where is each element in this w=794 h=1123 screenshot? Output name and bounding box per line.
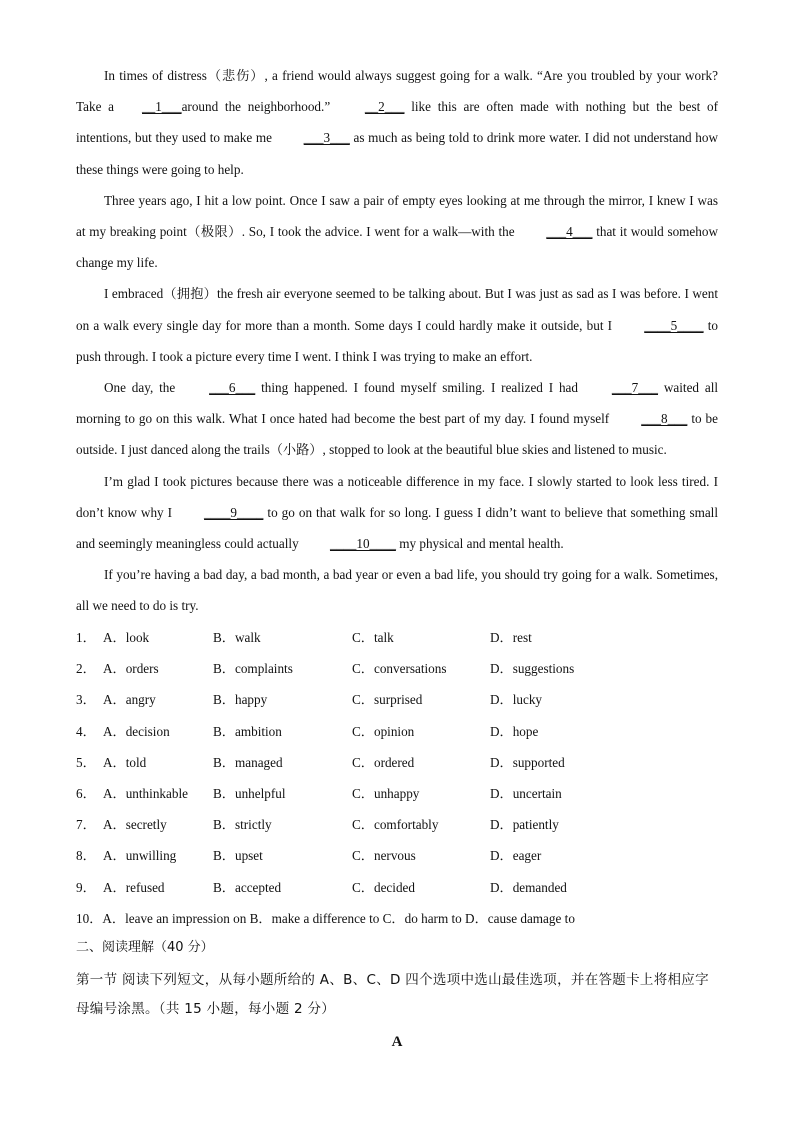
option-row-9: [76, 872, 736, 903]
option-row-7: [76, 809, 736, 840]
option-c: C．unhappy: [352, 785, 420, 801]
paragraph-4: [76, 372, 718, 466]
text: thing happened. I found myself smiling. I realized I had: [261, 380, 579, 396]
question-number: 1．: [76, 630, 96, 645]
text: around the neighborhood.”: [181, 99, 331, 115]
option-a: A．decision: [103, 723, 170, 739]
option-a: A．angry: [103, 692, 156, 708]
option-a: A．secretly: [103, 817, 167, 833]
text: as much as being told to drink more water. I did not understand how these things were going to help.: [76, 130, 719, 177]
text: to be outside. I just danced along the trails（小路）, stopped to look at the beautiful blue skies and listened to music.: [76, 411, 719, 458]
option-a: A．look: [103, 630, 150, 645]
paragraph-5: [76, 466, 718, 560]
text: to go on that walk for so long. I guess I didn’t want to believe that something small and seemingly meaningless could actually: [76, 504, 719, 552]
option-row-10: 10．A．leave an impression on B．make a difference to C．do harm to D．cause damage to: [76, 910, 575, 926]
option-row-5: [76, 747, 736, 778]
option-d: D．demanded: [490, 879, 567, 895]
blank-7: ___7___: [611, 380, 659, 396]
option-d: D．rest: [490, 630, 532, 645]
passage-letter: A: [391, 1034, 403, 1050]
option-row-8: [76, 840, 736, 871]
option-b: B．accepted: [213, 879, 282, 895]
option-b: B．upset: [213, 848, 263, 864]
text: In times of distress（悲伤）, a friend would always suggest going for a walk. “Are you troubled by your work? Take a: [76, 68, 718, 115]
option-d: D．supported: [490, 754, 565, 770]
paragraph-1: [76, 60, 718, 185]
option-d: D．suggestions: [490, 661, 575, 677]
question-number: 4．: [76, 723, 96, 739]
option-b: B．happy: [213, 692, 268, 708]
option-row-4: [76, 716, 736, 747]
option-b: B．complaints: [213, 661, 293, 677]
question-number: 3．: [76, 692, 96, 708]
text: that it would somehow change my life.: [76, 224, 718, 271]
text: Three years ago, I hit a low point. Once I saw a pair of empty eyes looking at me through the mirror, I knew I was at my breaking point（极限）. So, I took the advice. I went for a walk—with the: [76, 192, 718, 240]
section-instruction: 第一节 阅读下列短文，从每小题所给的 A、B、C、D 四个选项中选山最佳选项，并在答题卡上将相应字母编号涂黑。（共 15 小题，每小题 2 分）: [76, 972, 709, 1017]
blank-2: __2___: [364, 99, 405, 115]
option-row-6: [76, 778, 736, 809]
option-b: B．strictly: [213, 817, 272, 833]
option-b: B．unhelpful: [213, 785, 286, 801]
text: my physical and mental health.: [399, 536, 564, 552]
option-a: A．orders: [103, 661, 159, 677]
option-c: C．nervous: [352, 848, 416, 864]
text: like this are often made with nothing but the best of intentions, but they used to make me: [76, 99, 718, 146]
option-row-2: [76, 653, 736, 684]
option-c: C．decided: [352, 879, 415, 895]
option-d: D．uncertain: [490, 785, 562, 801]
text: waited all morning to go on this walk. What I once hated had become the best part of my day. I found myself: [76, 380, 719, 427]
question-number: 7．: [76, 817, 96, 833]
blank-8: ___8___: [641, 411, 688, 427]
text: to push through. I took a picture every time I went. I think I was trying to make an effort.: [76, 317, 718, 364]
question-number: 2．: [76, 661, 96, 677]
option-a: A．told: [103, 754, 147, 770]
cloze-passage: [76, 60, 718, 622]
blank-9: ____9____: [204, 504, 264, 520]
option-d: D．eager: [490, 848, 542, 864]
option-a: A．unwilling: [103, 848, 177, 864]
option-d: D．lucky: [490, 692, 543, 708]
text: One day, the: [104, 380, 176, 396]
blank-10: ____10____: [329, 536, 396, 552]
blank-4: ___4___: [546, 224, 593, 240]
blank-6: ___6___: [209, 380, 256, 396]
paragraph-6: If you’re having a bad day, a bad month, a bad year or even a bad life, you should try going for a walk. Sometimes, all we need to do is try.: [76, 567, 718, 614]
option-d: D．patiently: [490, 817, 559, 833]
option-a: A．unthinkable: [103, 785, 188, 801]
option-c: C．ordered: [352, 754, 415, 770]
option-b: B．managed: [213, 754, 283, 770]
option-c: C．comfortably: [352, 817, 439, 833]
option-a: A．refused: [103, 879, 165, 895]
option-c: C．talk: [352, 630, 394, 645]
text: I embraced（拥抱）the fresh air everyone seemed to be talking about. But I was just as sad as I was before. I went on a walk every single day for more than a month. Some days I could hardly make it outside, but I: [76, 286, 718, 333]
option-d: D．hope: [490, 723, 539, 739]
blank-5: ____5____: [644, 317, 704, 333]
blank-3: ___3___: [303, 130, 350, 146]
option-c: C．conversations: [352, 661, 447, 677]
section-title: 二、阅读理解（40 分）: [76, 940, 214, 955]
question-number: 8．: [76, 848, 96, 864]
blank-1: __1___: [142, 99, 182, 115]
option-row-3: [76, 684, 736, 715]
question-number: 5．: [76, 754, 96, 770]
option-row-1: [76, 622, 736, 653]
option-c: C．surprised: [352, 692, 423, 708]
text: I’m glad I took pictures because there was a noticeable difference in my face. I slowly started to look less tired. I don’t know why I: [76, 473, 718, 520]
option-b: B．walk: [213, 630, 261, 645]
option-c: C．opinion: [352, 723, 415, 739]
question-number: 9．: [76, 879, 96, 895]
question-number: 6．: [76, 785, 96, 801]
answer-options: [76, 622, 736, 934]
paragraph-2: [76, 185, 718, 279]
paragraph-3: [76, 278, 718, 372]
option-b: B．ambition: [213, 723, 282, 739]
